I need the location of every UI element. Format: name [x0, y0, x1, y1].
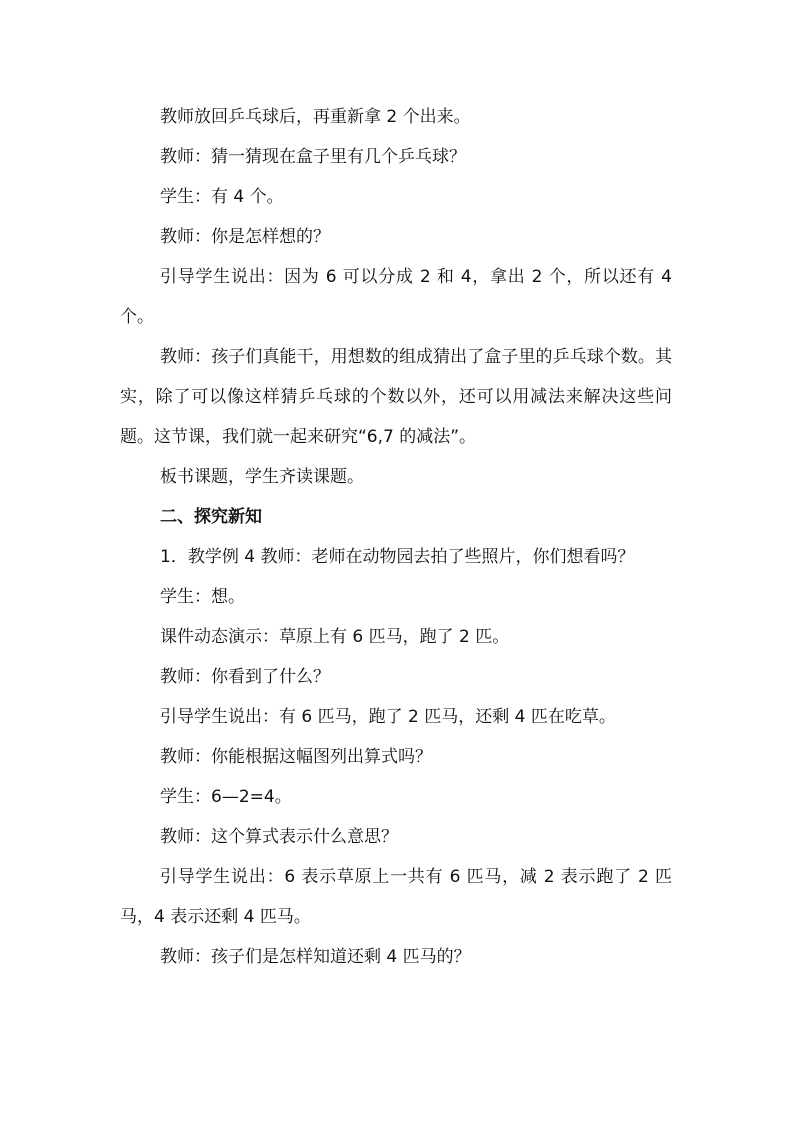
paragraph: 教师：猜一猜现在盒子里有几个乒乓球？: [160, 147, 466, 167]
section-heading: 二、探究新知: [160, 507, 262, 527]
paragraph: 教师：孩子们是怎样知道还剩 4 匹马的？: [160, 947, 471, 967]
paragraph: 学生：6—2=4。: [160, 787, 292, 807]
paragraph: 教师：你能根据这幅图列出算式吗？: [160, 747, 432, 767]
paragraph: 教师：你是怎样想的？: [160, 227, 330, 247]
paragraph: 教师：你看到了什么？: [160, 667, 330, 687]
paragraph: 引导学生说出：有 6 匹马，跑了 2 匹马，还剩 4 匹在吃草。: [160, 707, 616, 727]
paragraph: 引导学生说出：6 表示草原上一共有 6 匹马，减 2 表示跑了 2 匹马，4 表示还剩 4 匹马。: [120, 867, 672, 927]
paragraph: 教师放回乒乓球后，再重新拿 2 个出来。: [160, 107, 471, 127]
paragraph: 引导学生说出：因为 6 可以分成 2 和 4，拿出 2 个，所以还有 4 个。: [120, 267, 672, 327]
paragraph: 教师：这个算式表示什么意思？: [160, 827, 398, 847]
paragraph: 教师：孩子们真能干，用想数的组成猜出了盒子里的乒乓球个数。其实，除了可以像这样猜乒乓球的个数以外，还可以用减法来解决这些问题。这节课，我们就一起来研究“6,7 的减法”。: [120, 347, 672, 447]
document-page: [120, 97, 672, 977]
paragraph: 学生：想。: [160, 587, 245, 607]
paragraph: 学生：有 4 个。: [160, 187, 284, 207]
paragraph: 课件动态演示：草原上有 6 匹马，跑了 2 匹。: [160, 627, 510, 647]
paragraph: 板书课题，学生齐读课题。: [160, 467, 364, 487]
paragraph: 1．教学例 4 教师：老师在动物园去拍了些照片，你们想看吗？: [160, 547, 635, 567]
